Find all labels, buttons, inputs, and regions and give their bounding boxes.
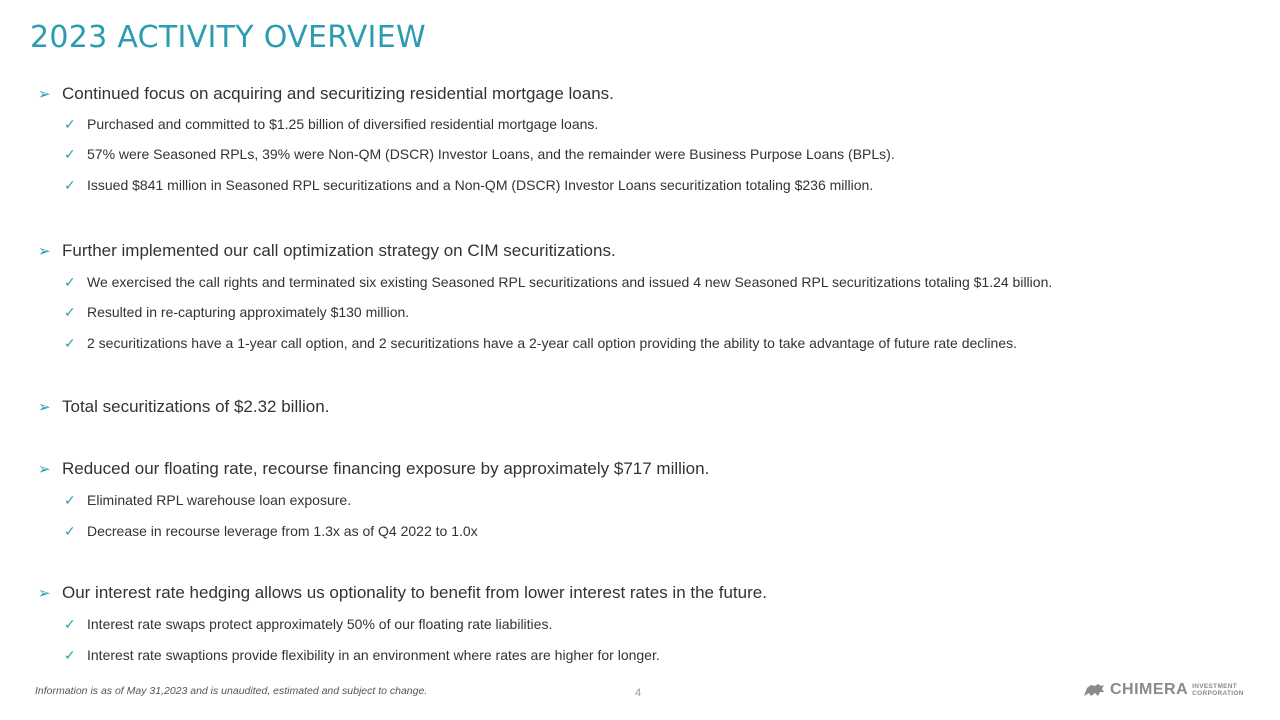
- list-item: ✓ 57% were Seasoned RPLs, 39% were Non-QM (DSCR) Investor Loans, and the remainder were Business Purpose Loans (BPLs).: [64, 146, 895, 162]
- list-item: ✓ Eliminated RPL warehouse loan exposure.: [64, 492, 352, 508]
- list-item: ✓ Issued $841 million in Seasoned RPL securitizations and a Non-QM (DSCR) Investor Loans securitization totaling $236 million.: [64, 177, 874, 193]
- logo-subtitle: INVESTMENT CORPORATION: [1192, 683, 1244, 697]
- checkmark-icon: ✓: [64, 116, 76, 132]
- section-heading: ➢ Total securitizations of $2.32 billion.: [38, 397, 330, 416]
- page-number: 4: [635, 687, 642, 699]
- list-item: ✓ 2 securitizations have a 1-year call option, and 2 securitizations have a 2-year call option providing the ability to take advantage of future rate declines.: [64, 335, 1017, 351]
- checkmark-icon: ✓: [64, 616, 76, 632]
- arrow-bullet-icon: ➢: [38, 585, 51, 602]
- section-heading: ➢ Continued focus on acquiring and securitizing residential mortgage loans.: [38, 84, 614, 103]
- list-item: ✓ We exercised the call rights and terminated six existing Seasoned RPL securitizations and issued 4 new Seasoned RPL securitizations totaling $1.24 billion.: [64, 274, 1053, 290]
- list-item: ✓ Interest rate swaps protect approximately 50% of our floating rate liabilities.: [64, 616, 553, 632]
- list-item: ✓ Resulted in re-capturing approximately $130 million.: [64, 304, 410, 320]
- checkmark-icon: ✓: [64, 523, 76, 539]
- section-heading: ➢ Further implemented our call optimization strategy on CIM securitizations.: [38, 241, 616, 260]
- company-logo: [1082, 681, 1244, 699]
- footnote: Information is as of May 31,2023 and is unaudited, estimated and subject to change.: [35, 685, 428, 697]
- logo-wordmark: CHIMERA: [1110, 681, 1189, 698]
- arrow-bullet-icon: ➢: [38, 243, 51, 260]
- checkmark-icon: ✓: [64, 146, 76, 162]
- checkmark-icon: ✓: [64, 492, 76, 508]
- section-heading: ➢ Our interest rate hedging allows us optionality to benefit from lower interest rates in the future.: [38, 583, 767, 602]
- lion-emblem-icon: [1082, 682, 1106, 698]
- page-title: 2023 ACTIVITY OVERVIEW: [30, 20, 426, 55]
- checkmark-icon: ✓: [64, 274, 76, 290]
- list-item: ✓ Purchased and committed to $1.25 billion of diversified residential mortgage loans.: [64, 116, 599, 132]
- checkmark-icon: ✓: [64, 647, 76, 663]
- section-heading: ➢ Reduced our floating rate, recourse financing exposure by approximately $717 million.: [38, 459, 710, 478]
- arrow-bullet-icon: ➢: [38, 399, 51, 416]
- checkmark-icon: ✓: [64, 304, 76, 320]
- list-item: ✓ Interest rate swaptions provide flexibility in an environment where rates are higher for longer.: [64, 647, 660, 663]
- checkmark-icon: ✓: [64, 335, 76, 351]
- checkmark-icon: ✓: [64, 177, 76, 193]
- list-item: ✓ Decrease in recourse leverage from 1.3x as of Q4 2022 to 1.0x: [64, 523, 478, 539]
- arrow-bullet-icon: ➢: [38, 461, 51, 478]
- arrow-bullet-icon: ➢: [38, 86, 51, 103]
